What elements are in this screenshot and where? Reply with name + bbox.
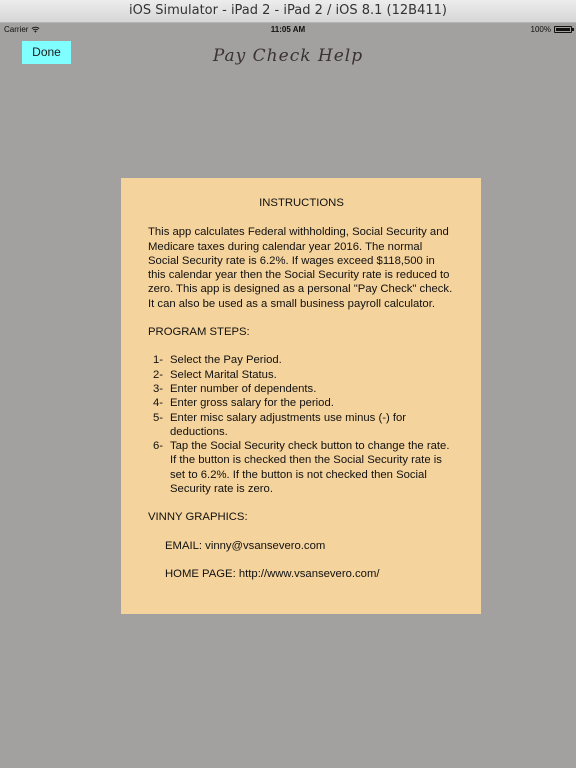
step-text: Tap the Social Security check button to change the rate. If the button is checked then the Social Security rate is set to 6.2%. If the button is not checked then Social Security rate is zero. [170, 440, 450, 496]
battery-nub [572, 28, 574, 31]
battery-fill [556, 28, 570, 31]
program-steps-list [148, 353, 455, 496]
battery-icon [554, 26, 572, 33]
step-item [153, 439, 455, 496]
company-heading: VINNY GRAPHICS: [148, 511, 248, 524]
window-title: iOS Simulator - iPad 2 - iPad 2 / iOS 8.1 (12B411) [129, 3, 447, 18]
page-title: Pay Check Help [212, 46, 364, 66]
battery-percent: 100% [530, 25, 551, 34]
step-number: 3- [153, 382, 164, 395]
step-number: 1- [153, 354, 164, 367]
email-line: EMAIL: vinny@vsansevero.com [165, 539, 326, 552]
step-number: 5- [153, 411, 164, 424]
step-item [153, 411, 455, 440]
instructions-intro: This app calculates Federal withholding, Social Security and Medicare taxes during calendar year 2016. The normal Social Security rate is 6.2%. If wages exceed $118,500 in this calendar year then the Social Security rate is reduced to zero. This app is designed as a personal "Pay Check" check. It can also be used as a small business payroll calculator. [148, 226, 453, 310]
status-time: 11:05 AM [270, 25, 306, 34]
step-text: Enter misc salary adjustments use minus (-) for deductions. [170, 411, 407, 438]
status-bar [0, 23, 576, 37]
step-text: Select the Pay Period. [170, 354, 282, 367]
step-text: Enter gross salary for the period. [170, 397, 334, 410]
step-text: Enter number of dependents. [170, 382, 317, 395]
homepage-line: HOME PAGE: http://www.vsansevero.com/ [165, 567, 380, 580]
step-item [153, 396, 455, 410]
window-titlebar [0, 0, 576, 23]
step-item [153, 353, 455, 367]
step-item [153, 382, 455, 396]
done-button[interactable]: Done [22, 41, 71, 64]
step-text: Select Marital Status. [170, 368, 277, 381]
instructions-heading: INSTRUCTIONS [259, 197, 344, 209]
battery-indicator [531, 25, 572, 34]
step-number: 6- [153, 440, 164, 453]
step-item [153, 368, 455, 382]
step-number: 4- [153, 397, 164, 410]
program-steps-heading: PROGRAM STEPS: [148, 326, 250, 339]
carrier-label: Carrier [4, 25, 29, 34]
step-number: 2- [153, 368, 164, 381]
instructions-panel [121, 178, 481, 614]
